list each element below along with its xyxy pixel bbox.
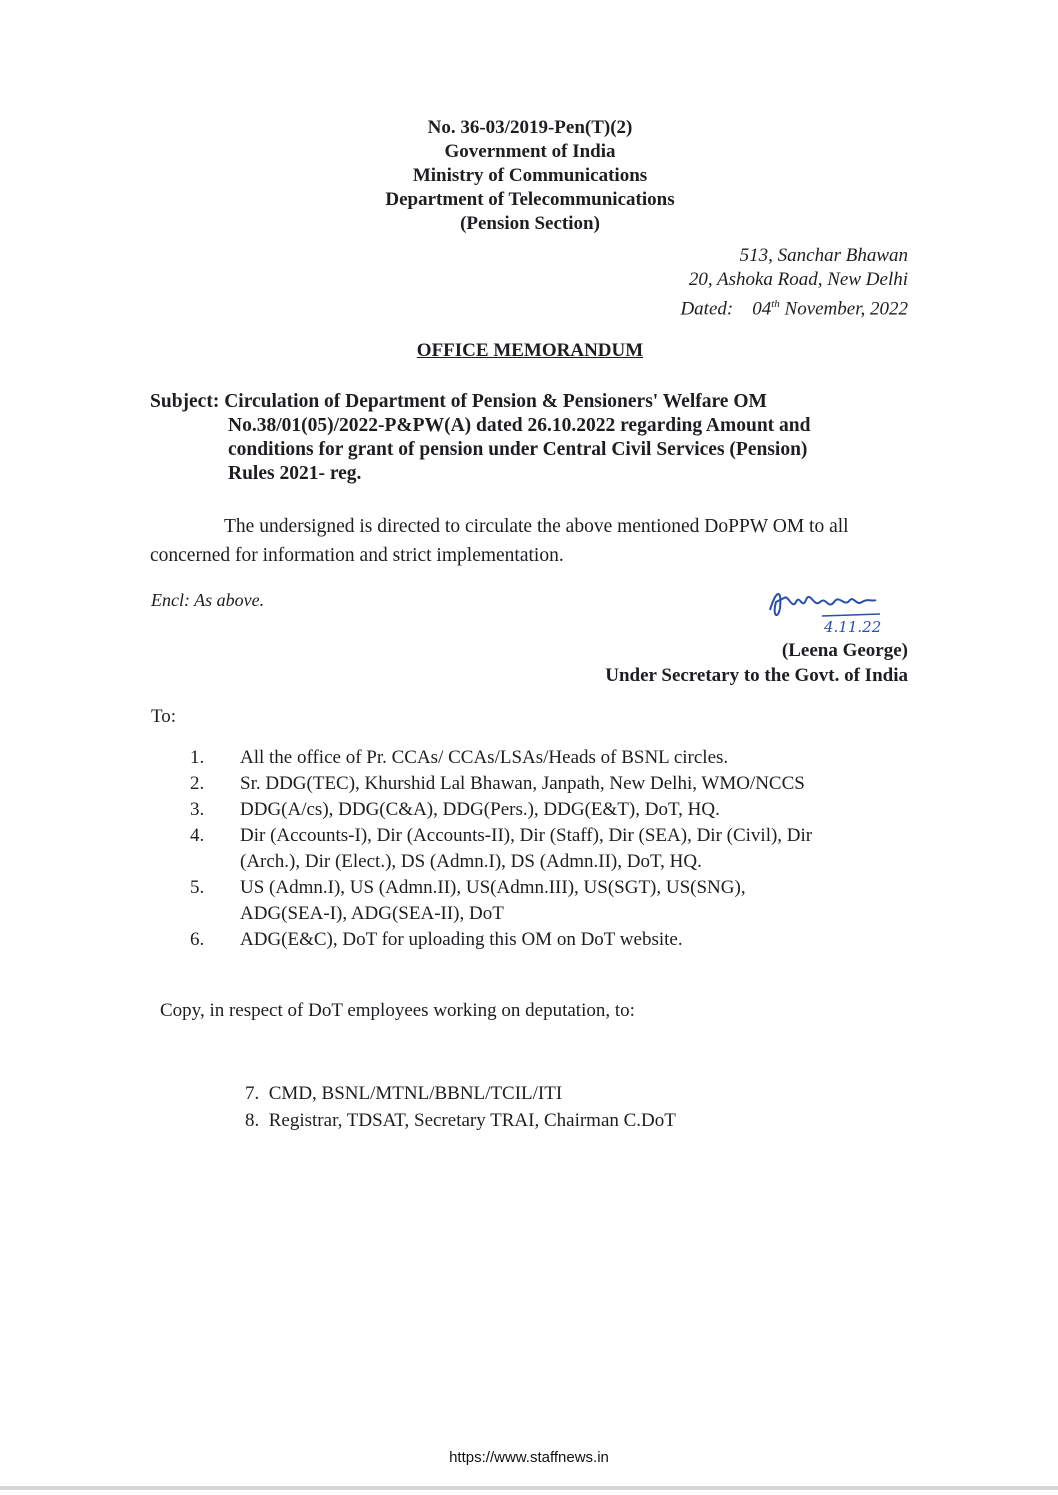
footer-url: https://www.staffnews.in [449,1449,609,1466]
subject-line-3: conditions for grant of pension under Central Civil Services (Pension) [228,439,808,460]
signature-date: 4.11.22 [824,618,882,636]
memo-title: OFFICE MEMORANDUM [416,340,644,361]
government-line: Government of India [444,141,616,162]
list-item: 3. DDG(A/cs), DDG(C&A), DDG(Pers.), DDG(E&T), DoT, HQ. [190,799,720,820]
address-line-2: 20, Ashoka Road, New Delhi [688,269,908,290]
recipients-list [190,745,910,953]
list-item: 7. CMD, BSNL/MTNL/BBNL/TCIL/ITI [245,1083,563,1104]
date-rest: November, 2022 [784,298,908,320]
department-line: Department of Telecommunications [385,189,675,210]
ministry-line: Ministry of Communications [412,165,648,186]
handwritten-signature [762,580,912,640]
subject-line-2: No.38/01(05)/2022-P&PW(A) dated 26.10.2022 regarding Amount and [228,415,811,436]
subject-label: Subject: [150,391,220,412]
date-line [680,292,908,321]
subject-block [150,390,910,486]
copy-line: Copy, in respect of DoT employees working on deputation, to: [160,1000,635,1021]
list-item: 5. US (Admn.I), US (Admn.II), US(Admn.III), US(SGT), US(SNG), ADG(SEA-I), ADG(SEA-II), DoT [190,877,746,924]
list-item: 8. Registrar, TDSAT, Secretary TRAI, Chairman C.DoT [245,1110,676,1131]
list-item: 4. Dir (Accounts-I), Dir (Accounts-II), Dir (Staff), Dir (SEA), Dir (Civil), Dir (Arch.), Dir (Elect.), DS (Admn.I), DS (Admn.II), DoT, HQ. [190,825,813,872]
subject-line-1: Circulation of Department of Pension & Pensioners' Welfare OM [224,391,767,412]
date-day: 04 [752,298,772,320]
page-bottom-edge [0,1486,1058,1490]
body-paragraph: The undersigned is directed to circulate the above mentioned DoPPW OM to all concerned for information and strict implementation. [150,516,849,566]
signatory-name: (Leena George) [781,640,908,661]
list-item: 2. Sr. DDG(TEC), Khurshid Lal Bhawan, Janpath, New Delhi, WMO/NCCS [190,773,805,794]
date-suffix: th [771,298,780,310]
copy-recipients-list [245,1080,676,1134]
address-line-1: 513, Sanchar Bhawan [739,245,908,266]
dated-label: Dated: [680,298,734,320]
enclosure-note: Encl: As above. [151,590,265,610]
section-line: (Pension Section) [460,213,600,234]
signatory-designation: Under Secretary to the Govt. of India [605,665,908,686]
to-label: To: [151,706,177,727]
list-item: 1. All the office of Pr. CCAs/ CCAs/LSAs/Heads of BSNL circles. [190,747,729,768]
list-item: 6. ADG(E&C), DoT for uploading this OM on DoT website. [190,929,683,950]
subject-line-4: Rules 2021- reg. [228,463,362,484]
file-number: No. 36-03/2019-Pen(T)(2) [427,117,633,138]
